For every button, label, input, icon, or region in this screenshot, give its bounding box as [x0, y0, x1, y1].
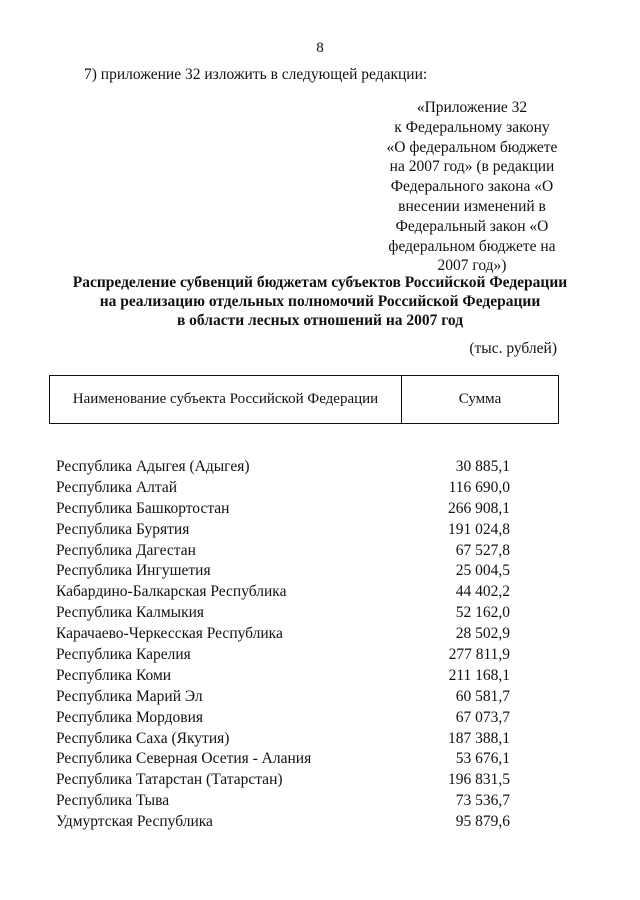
table-row [56, 791, 510, 812]
region-amount: 191 024,8 [448, 520, 510, 538]
region-amount: 60 581,7 [455, 687, 510, 705]
region-name: Республика Саха (Якутия) [56, 729, 230, 747]
document-title-line: на реализацию отдельных полномочий Российской Федерации [99, 293, 541, 310]
region-name: Кабардино-Балкарская Республика [56, 583, 287, 601]
region-name: Республика Коми [56, 666, 172, 684]
region-amount: 266 908,1 [448, 499, 510, 517]
region-amount: 52 162,0 [455, 604, 510, 622]
column-header-name: Наименование субъекта Российской Федерации [50, 376, 402, 424]
units-label: (тыс. рублей) [469, 340, 557, 357]
table-row [56, 729, 510, 750]
region-amount: 25 004,5 [455, 562, 510, 580]
region-name: Республика Бурятия [56, 520, 190, 538]
column-header-amount: Сумма [402, 376, 559, 424]
table-row [56, 687, 510, 708]
table-header [49, 375, 559, 424]
region-amount: 73 536,7 [455, 792, 510, 810]
appendix-note-line: 2007 год») [437, 257, 507, 275]
region-name: Республика Марий Эл [56, 687, 203, 705]
region-amount: 187 388,1 [448, 729, 510, 747]
appendix-note-line: на 2007 год» (в редакции [389, 158, 555, 176]
intro-text: 7) приложение 32 изложить в следующей редакции: [84, 66, 428, 83]
region-amount: 28 502,9 [455, 625, 510, 643]
table-row [56, 708, 510, 729]
page-number: 8 [316, 40, 324, 56]
region-name: Республика Дагестан [56, 541, 196, 559]
region-amount: 196 831,5 [448, 771, 510, 789]
region-amount: 30 885,1 [455, 458, 510, 475]
table-row [56, 812, 510, 833]
region-name: Республика Адыгея (Адыгея) [56, 458, 250, 475]
table-row [56, 666, 510, 687]
table-body [56, 457, 510, 833]
appendix-note-line: внесении изменений в [398, 197, 546, 215]
document-title [40, 273, 600, 330]
table-row [56, 561, 510, 582]
region-name: Республика Карелия [56, 646, 191, 664]
region-amount: 67 073,7 [455, 708, 510, 726]
region-name: Республика Мордовия [56, 708, 204, 726]
table-row [56, 478, 510, 499]
appendix-note-line: к Федеральному закону [394, 118, 550, 136]
region-name: Республика Башкортостан [56, 499, 230, 517]
table-row [56, 582, 510, 603]
table-row [56, 520, 510, 541]
table-row [56, 770, 510, 791]
table-row [56, 749, 510, 770]
region-name: Республика Ингушетия [56, 562, 211, 580]
document-title-line: в области лесных отношений на 2007 год [176, 312, 464, 329]
region-name: Республика Калмыкия [56, 604, 205, 622]
document-title-line: Распределение субвенций бюджетам субъектов Российской Федерации [72, 274, 568, 291]
region-name: Республика Северная Осетия - Алания [56, 750, 312, 768]
region-amount: 95 879,6 [455, 813, 510, 831]
region-name: Республика Тыва [56, 792, 170, 810]
region-name: Карачаево-Черкесская Республика [56, 625, 283, 643]
appendix-note-line: «Приложение 32 [416, 99, 528, 116]
table-row [56, 603, 510, 624]
region-amount: 211 168,1 [448, 666, 510, 684]
region-name: Республика Алтай [56, 478, 178, 496]
region-amount: 116 690,0 [448, 478, 510, 496]
appendix-note-line: Федеральный закон «О [395, 217, 549, 235]
region-name: Республика Татарстан (Татарстан) [56, 771, 283, 789]
region-amount: 277 811,9 [448, 646, 510, 664]
appendix-note-line: федеральном бюджете на [388, 237, 556, 255]
table-row [56, 499, 510, 520]
region-name: Удмуртская Республика [56, 813, 213, 831]
table-row [56, 645, 510, 666]
appendix-note [372, 98, 572, 276]
region-amount: 67 527,8 [455, 541, 510, 559]
region-amount: 53 676,1 [455, 750, 510, 768]
region-amount: 44 402,2 [455, 583, 510, 601]
appendix-note-line: «О федеральном бюджете [386, 138, 558, 156]
appendix-note-line: Федерального закона «О [390, 178, 554, 196]
table-row [56, 457, 510, 478]
table-row [56, 624, 510, 645]
table-row [56, 541, 510, 562]
